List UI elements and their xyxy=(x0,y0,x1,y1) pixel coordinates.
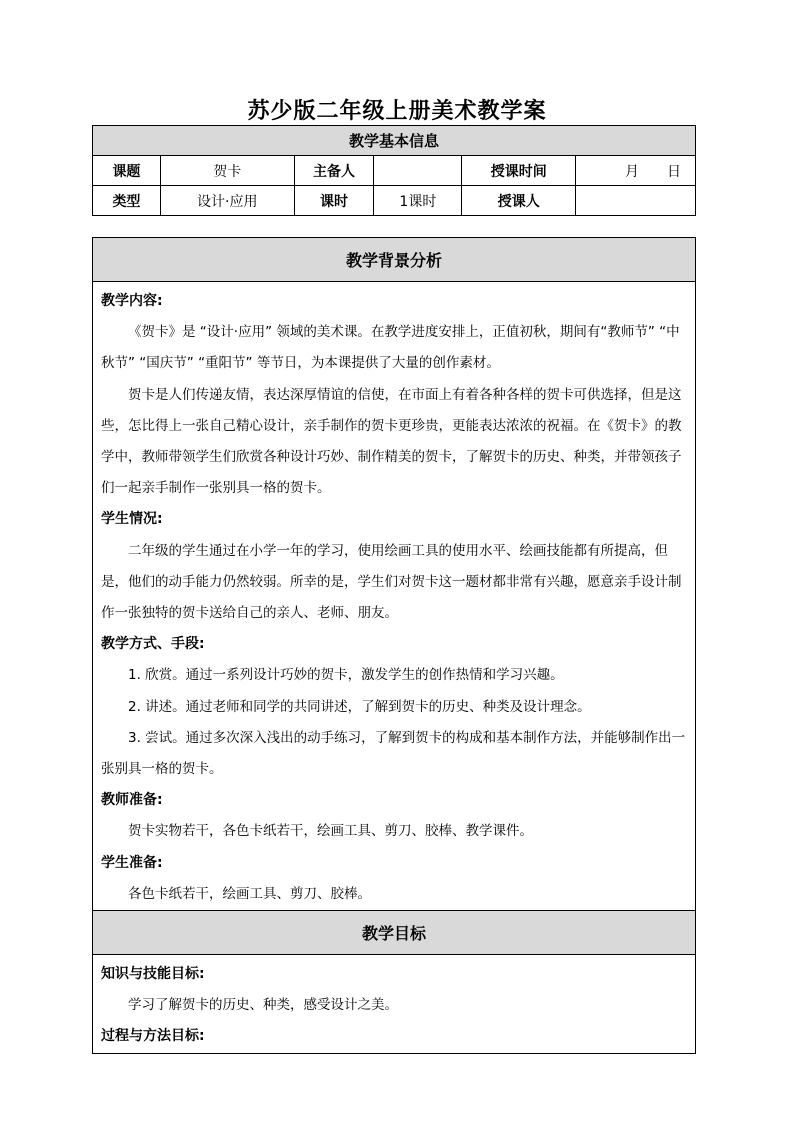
teaching-content-paragraph-2: 贺卡是人们传递友情，表达深厚情谊的信使，在市面上有着各种各样的贺卡可供选择，但是这些，怎比得上一张自己精心设计，亲手制作的贺卡更珍贵，更能表达浓浓的祝福。在《贺卡》的教学中，教师带领学生们欣赏各种设计巧妙、制作精美的贺卡，了解贺卡的历史、种类，并带领孩子们一起亲手制作一张别具一格的贺卡。 xyxy=(101,386,682,497)
teaching-content-paragraph-1: 《贺卡》是 “设计·应用” 领域的美术课。在教学进度安排上，正值初秋，期间有“教师节” “中秋节” “国庆节” “重阳节” 等节日，为本课提供了大量的创作素材。 xyxy=(101,324,680,372)
label-teaching-time: 授课时间 xyxy=(462,156,576,186)
teaching-method-item-3: 3. 尝试。通过多次深入浅出的动手练习，了解到贺卡的构成和基本制作方法，并能够制作出一张别具一格的贺卡。 xyxy=(101,729,686,778)
document-title: 苏少版二年级上册美术教学案 xyxy=(247,99,547,124)
value-type: 设计·应用 xyxy=(160,186,294,216)
student-situation-paragraph: 二年级的学生通过在小学一年的学习，使用绘画工具的使用水平、绘画技能都有所提高，但是，他们的动手能力仍然较弱。所幸的是，学生们对贺卡这一题材都非常有兴趣，愿意亲手设计制作一张独特的贺卡送给自己的亲人、老师、朋友。 xyxy=(101,542,682,622)
value-periods: 1课时 xyxy=(374,186,462,216)
objectives-header: 教学目标 xyxy=(93,911,696,955)
label-topic: 课题 xyxy=(93,156,161,186)
teaching-method-item-2: 2. 讲述。通过老师和同学的共同讲述，了解到贺卡的历史、种类及设计理念。 xyxy=(128,698,591,715)
knowledge-skill-label: 知识与技能目标: xyxy=(101,966,205,983)
value-lecturer xyxy=(576,186,696,216)
teaching-method-label: 教学方式、手段: xyxy=(101,636,205,653)
value-preparer xyxy=(374,156,462,186)
label-periods: 课时 xyxy=(294,186,374,216)
teaching-method-item-1: 1. 欣赏。通过一系列设计巧妙的贺卡，激发学生的创作热情和学习兴趣。 xyxy=(128,667,564,684)
value-topic: 贺卡 xyxy=(160,156,294,186)
teacher-prep-label: 教师准备: xyxy=(101,792,163,809)
teaching-content-label: 教学内容: xyxy=(101,293,163,309)
objectives-body xyxy=(93,955,696,1054)
label-preparer: 主备人 xyxy=(294,156,374,186)
process-method-label: 过程与方法目标: xyxy=(101,1028,205,1045)
background-analysis-body xyxy=(93,282,696,911)
background-analysis-header: 教学背景分析 xyxy=(93,238,696,282)
student-prep-label: 学生准备: xyxy=(101,854,163,871)
lesson-plan-table xyxy=(92,237,696,1054)
basic-info-header: 教学基本信息 xyxy=(93,126,696,156)
teacher-prep-paragraph: 贺卡实物若干，各色卡纸若干，绘画工具、剪刀、胶棒、教学课件。 xyxy=(128,823,533,840)
student-prep-paragraph: 各色卡纸若干，绘画工具、剪刀、胶棒。 xyxy=(128,885,371,902)
student-situation-label: 学生情况: xyxy=(101,511,163,528)
label-lecturer: 授课人 xyxy=(462,186,576,216)
label-type: 类型 xyxy=(93,186,161,216)
basic-info-table xyxy=(92,125,696,216)
knowledge-skill-paragraph: 学习了解贺卡的历史、种类，感受设计之美。 xyxy=(128,997,398,1014)
value-teaching-time: 月 日 xyxy=(576,156,696,186)
